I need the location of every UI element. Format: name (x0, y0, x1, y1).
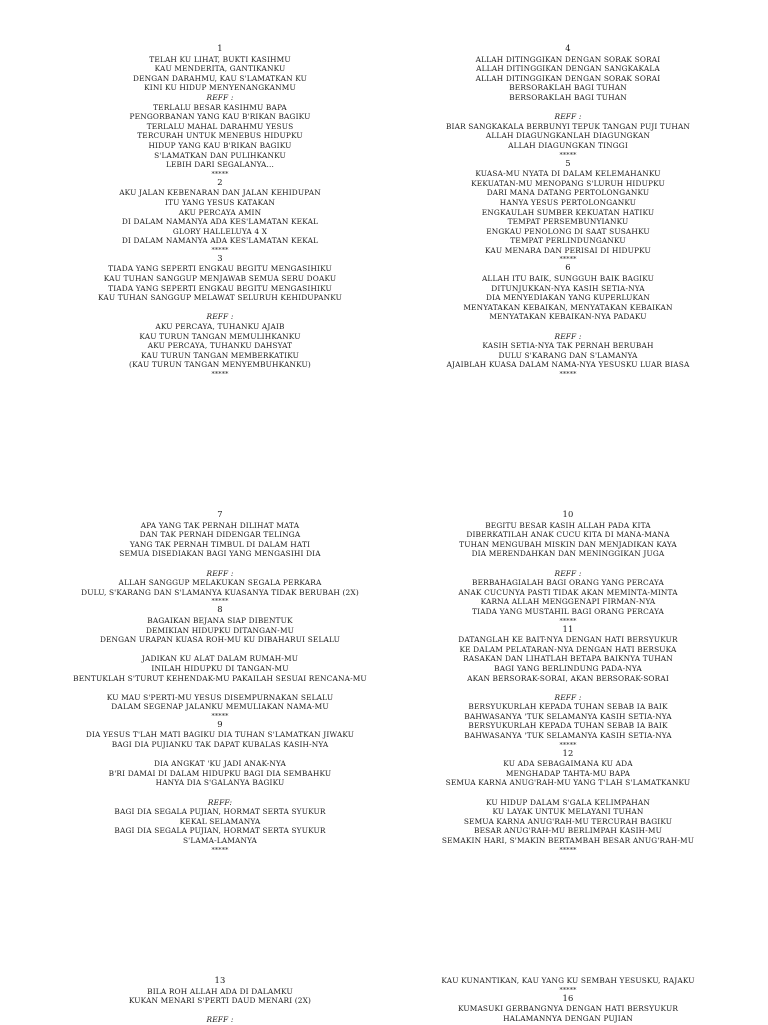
lyric-line: BIAR SANGKAKALA BERBUNYI TEPUK TANGAN PUJI TUHAN (445, 121, 691, 131)
song-number: 16 (562, 992, 574, 1003)
lyrics-column-top-right (418, 44, 718, 378)
song-number: 4 (565, 43, 571, 53)
lyric-line: ALLAH DIAGUNGKANLAH DIAGUNGKAN (485, 131, 651, 141)
lyric-line: BERSYUKURLAH KEPADA TUHAN SEBAB IA BAIK (468, 702, 668, 712)
lyric-line: SEMAKIN HARI, S'MAKIN BERTAMBAH BESAR ANUG'RAH-MU (441, 836, 695, 845)
lyric-line: KU MAU S'PERTI-MU YESUS DISEMPURNAKAN SELALU (106, 692, 334, 702)
lyric-line: MENYATAKAN KEBAIKAN, MENYATAKAN KEBAIKAN (463, 302, 673, 312)
song-number: 11 (562, 623, 574, 634)
verse-block (70, 759, 370, 797)
reff-label: REFF : (206, 312, 234, 322)
song-block (418, 263, 718, 331)
song-number: 8 (217, 604, 223, 615)
lyric-line: BERSYUKURLAH KEPADA TUHAN SEBAB IA BAIK (468, 721, 668, 731)
verse-block (418, 976, 718, 994)
lyric-line: DATANGLAH KE BAIT-NYA DENGAN HATI BERSYUKUR (458, 635, 678, 645)
lyric-line: BAGI DIA PUJIANKU TAK DAPAT KUBALAS KASIH-NYA (111, 740, 329, 750)
stanza-gap (70, 750, 370, 760)
lyric-line: ANAK CUCUNYA PASTI TIDAK AKAN MEMINTA-MINTA (458, 587, 678, 597)
lyric-line: KEKUATAN-MU MENOPANG S'LURUH HIDUPKU (471, 178, 665, 188)
chorus-block (70, 93, 370, 178)
lyric-line: ALLAH ITU BAIK, SUNGGUH BAIK BAGIKU (481, 274, 655, 284)
lyric-line: ENGKAU PENOLONG DI SAAT SUSAHKU (486, 226, 650, 236)
song-block (418, 749, 718, 798)
song-number: 10 (562, 509, 574, 519)
lyric-line: SEMUA DISEDIAKAN BAGI YANG MENGASIHI DIA (119, 549, 321, 559)
stanza-gap (418, 683, 718, 693)
song-number: 5 (565, 157, 571, 168)
song-block (418, 159, 718, 264)
lyric-line: DULU S'KARANG DAN S'LAMANYA (498, 350, 638, 360)
lyric-line: KAU TURUN TANGAN MEMBERKATIKU (140, 350, 300, 360)
separator-stars: ***** (211, 597, 229, 606)
song-number: 13 (214, 975, 226, 985)
song-number: 3 (217, 252, 223, 263)
lyric-line: BEGITU BESAR KASIH ALLAH PADA KITA (485, 520, 651, 530)
song-block (418, 994, 718, 1024)
lyric-line: RASAKAN DAN LIHATLAH BETAPA BAIKNYA TUHAN (463, 654, 673, 664)
reff-label: REFF : (206, 1015, 234, 1025)
song-block (70, 510, 370, 569)
reff-label: REFF : (554, 692, 582, 702)
lyric-line: HANYA DIA S'GALANYA BAGIKU (155, 778, 285, 788)
lyric-line: TUHAN MENGUBAH MISKIN DAN MENJADIKAN KAYA (459, 539, 677, 549)
song-block (70, 720, 370, 759)
verse-block (70, 654, 370, 692)
lyric-line: KASIH SETIA-NYA TAK PERNAH BERUBAH (482, 341, 654, 351)
lyric-line: KAU MENARA DAN PERISAI DI HIDUPKU (485, 245, 651, 255)
separator-stars: ***** (211, 169, 229, 178)
lyric-line: DIA MERENDAHKAN DAN MENINGGIKAN JUGA (471, 549, 665, 559)
lyric-line: GLORY HALLELUYA 4 X (172, 226, 268, 236)
song-number: 9 (217, 718, 223, 729)
lyrics-column-top-left (70, 44, 370, 378)
lyric-line: ALLAH DITINGGIKAN DENGAN SORAK SORAI (475, 73, 661, 83)
lyric-line: KUMASUKI GERBANGNYA DENGAN HATI BERSYUKUR (457, 1004, 679, 1014)
lyric-line: HANYA YESUS PERTOLONGANKU (499, 197, 637, 207)
reff-label: REFF : (554, 568, 582, 578)
lyric-line: BERSORAKLAH BAGI TUHAN (509, 83, 627, 93)
lyric-line: BILA ROH ALLAH ADA DI DALAMKU (147, 986, 293, 996)
chorus-block (418, 569, 718, 625)
lyric-line: HALAMANNYA DENGAN PUJIAN (503, 1013, 633, 1023)
lyric-line: ALLAH DITINGGIKAN DENGAN SORAK SORAI (475, 54, 661, 64)
lyric-line: TEMPAT PERLINDUNGANKU (510, 236, 626, 246)
chorus-block (418, 693, 718, 749)
separator-stars: ***** (211, 711, 229, 720)
chorus-block (70, 798, 370, 854)
lyric-line: YANG TAK PERNAH TIMBUL DI DALAM HATI (129, 539, 311, 549)
lyric-line: KAU KUNANTIKAN, KAU YANG KU SEMBAH YESUSKU, RAJAKU (441, 976, 695, 985)
lyric-line: TIADA YANG SEPERTI ENGKAU BEGITU MENGASIHIKU (108, 283, 332, 293)
chorus-block (70, 569, 370, 606)
lyric-line: KAU TUHAN SANGGUP MELAWAT SELURUH KEHIDUPANKU (97, 293, 342, 303)
song-block (70, 254, 370, 313)
lyric-line: DENGAN DARAHMU, KAU S'LAMATKAN KU (133, 73, 307, 83)
lyric-line: KUKAN MENARI S'PERTI DAUD MENARI (2X) (128, 996, 312, 1006)
lyric-line: B'RI DAMAI DI DALAM HIDUPKU BAGI DIA SEMBAHKU (108, 768, 332, 778)
separator-stars: ***** (559, 616, 577, 625)
stanza-gap (70, 788, 370, 798)
chorus-block (70, 312, 370, 378)
reff-label: REFF: (207, 797, 233, 807)
lyric-line: TERLALU MAHAL DARAHMU YESUS (146, 121, 294, 131)
lyric-line: KARNA ALLAH MENGGENAPI FIRMAN-NYA (480, 597, 656, 607)
stanza-gap (70, 683, 370, 693)
lyric-line: SEMUA KARNA ANUG'RAH-MU TERCURAH BAGIKU (463, 816, 673, 826)
lyric-line: S'LAMA-LAMANYA (182, 836, 258, 845)
reff-label: REFF : (206, 568, 234, 578)
lyric-line: TERLALU BESAR KASIHMU BAPA (153, 102, 287, 112)
lyric-line: TIADA YANG MUSTAHIL BAGI ORANG PERCAYA (471, 606, 665, 616)
lyric-line: DIA MENYEDIAKAN YANG KUPERLUKAN (486, 293, 650, 303)
lyric-line: APA YANG TAK PERNAH DILIHAT MATA (140, 520, 300, 530)
verse-block (418, 798, 718, 854)
lyric-line: KU ADA SEBAGAIMANA KU ADA (503, 759, 633, 769)
verse-block (70, 693, 370, 720)
stanza-gap (70, 1006, 370, 1016)
stanza-gap (418, 788, 718, 798)
separator-stars: ***** (211, 370, 229, 378)
lyrics-column-bottom-left (70, 976, 370, 1025)
lyric-line: LEBIH DARI SEGALANYA... (165, 160, 275, 170)
separator-stars: ***** (559, 255, 577, 264)
lyric-line: ALLAH SANGGUP MELAKUKAN SEGALA PERKARA (118, 578, 322, 588)
lyric-line: MENYATAKAN KEBAIKAN-NYA PADAKU (489, 312, 647, 322)
lyric-line: TEMPAT PERSEMBUNYIANKU (507, 217, 629, 227)
chorus-block (418, 112, 718, 158)
separator-stars: ***** (211, 245, 229, 254)
stanza-gap (418, 103, 718, 113)
lyric-line: INILAH HIDUPKU DI TANGAN-MU (151, 663, 289, 673)
song-number: 7 (217, 509, 223, 519)
lyric-line: DALAM SEGENAP JALANKU MEMULIAKAN NAMA-MU (111, 702, 329, 712)
lyric-line: DAN TAK PERNAH DIDENGAR TELINGA (139, 530, 301, 540)
reff-label: REFF : (554, 331, 582, 341)
lyric-line: DIA ANGKAT 'KU JADI ANAK-NYA (154, 759, 286, 769)
lyric-line: TIADA YANG SEPERTI ENGKAU BEGITU MENGASIHIKU (108, 264, 332, 274)
lyric-line: BESAR ANUG'RAH-MU BERLIMPAH KASIH-MU (474, 826, 662, 836)
separator-stars: ***** (559, 150, 577, 159)
lyric-line: JADIKAN KU ALAT DALAM RUMAH-MU (141, 654, 299, 664)
lyric-line: BAGI DIA SEGALA PUJIAN, HORMAT SERTA SYUKUR (114, 807, 326, 817)
lyric-line: KE DALAM PELATARAN-NYA DENGAN HATI BERSUKA (459, 644, 677, 654)
lyric-line: KAU TURUN TANGAN MEMULIHKANKU (139, 331, 301, 341)
lyric-line: TERCURAH UNTUK MENEBUS HIDUPKU (137, 131, 303, 141)
lyric-line: DIA YESUS T'LAH MATI BAGIKU DIA TUHAN S'LAMATKAN JIWAKU (85, 730, 355, 740)
reff-label: REFF : (206, 92, 234, 102)
lyric-line: (KAU TURUN TANGAN MENYEMBUHKANKU) (129, 360, 311, 370)
lyrics-column-middle-left (70, 510, 370, 854)
lyric-line: HIDUP YANG KAU B'RIKAN BAGIKU (148, 140, 292, 150)
lyric-line: KUASA-MU NYATA DI DALAM KELEMAHANKU (475, 169, 661, 179)
song-block (70, 178, 370, 254)
lyric-line: DARI MANA DATANG PERTOLONGANKU (486, 188, 650, 198)
song-number: 6 (565, 262, 571, 273)
lyric-line: ALLAH DITINGGIKAN DENGAN SANGKAKALA (476, 64, 660, 74)
lyric-line: BAHWASANYA 'TUK SELAMANYA KASIH SETIA-NYA (464, 731, 672, 741)
lyric-line: DI DALAM NAMANYA ADA KES'LAMATAN KEKAL (121, 236, 319, 246)
lyric-line: DULU, S'KARANG DAN S'LAMANYA KUASANYA TIDAK BERUBAH (2X) (81, 587, 359, 597)
lyric-line: KU LAYAK UNTUK MELAYANI TUHAN (492, 807, 644, 817)
lyric-line: KEKAL SELAMANYA (179, 816, 261, 826)
lyric-line: KAU TUHAN SANGGUP MENJAWAB SEMUA SERU DOAKU (103, 274, 337, 284)
song-block (418, 625, 718, 693)
lyric-line: ALLAH DIAGUNGKAN TINGGI (508, 140, 628, 150)
lyric-line: AKU PERCAYA, TUHANKU DAHSYAT (147, 341, 293, 351)
lyrics-column-middle-right (418, 510, 718, 854)
stanza-gap (70, 559, 370, 569)
lyric-line: AKU PERCAYA AMIN (178, 207, 262, 217)
chorus-block (418, 332, 718, 378)
stanza-gap (418, 322, 718, 332)
lyric-line: AKU JALAN KEBENARAN DAN JALAN KEHIDUPAN (119, 188, 321, 198)
stanza-gap (418, 559, 718, 569)
lyric-line: KU HIDUP DALAM S'GALA KELIMPAHAN (485, 797, 651, 807)
separator-stars: ***** (211, 845, 229, 854)
lyric-line: PENGORBANAN YANG KAU B'RIKAN BAGIKU (129, 112, 311, 122)
lyric-line: BAHWASANYA 'TUK SELAMANYA KASIH SETIA-NYA (464, 711, 672, 721)
lyric-line: AJAIBLAH KUASA DALAM NAMA-NYA YESUSKU LUAR BIASA (446, 360, 690, 370)
song-block (418, 510, 718, 569)
lyric-line: TELAH KU LIHAT, BUKTI KASIHMU (149, 54, 291, 64)
lyric-line: SEMUA KARNA ANUG'RAH-MU YANG T'LAH S'LAMATKANKU (445, 778, 691, 788)
separator-stars: ***** (559, 740, 577, 749)
lyric-line: BERSORAKLAH BAGI TUHAN (509, 92, 627, 102)
lyric-line: BAGI DIA SEGALA PUJIAN, HORMAT SERTA SYUKUR (114, 826, 326, 836)
lyric-line: KINI KU HIDUP MENYENANGKANMU (144, 83, 296, 93)
lyric-line: S'LAMATKAN DAN PULIHKANKU (154, 150, 286, 160)
lyric-line: ENGKAULAH SUMBER KEKUATAN HATIKU (481, 207, 655, 217)
song-number: 1 (217, 43, 223, 53)
lyrics-column-bottom-right (418, 976, 718, 1023)
lyric-line: ITU YANG YESUS KATAKAN (164, 197, 276, 207)
lyric-line: AKU PERCAYA, TUHANKU AJAIB (155, 322, 285, 332)
separator-stars: ***** (559, 370, 577, 378)
lyric-line: DIBERKATILAH ANAK CUCU KITA DI MANA-MANA (466, 530, 670, 540)
stanza-gap (70, 303, 370, 313)
lyric-line: BERBAHAGIALAH BAGI ORANG YANG PERCAYA (472, 578, 664, 588)
lyric-line: DEMIKIAN HIDUPKU DITANGAN-MU (145, 625, 295, 635)
lyric-line: BENTUKLAH S'TURUT KEHENDAK-MU PAKAILAH SESUAI RENCANA-MU (73, 673, 367, 683)
separator-stars: ***** (559, 845, 577, 854)
lyric-line: DITUNJUKKAN-NYA KASIH SETIA-NYA (491, 283, 645, 293)
lyric-line: AKAN BERSORAK-SORAI, AKAN BERSORAK-SORAI (467, 673, 669, 683)
song-block (70, 605, 370, 654)
separator-stars: ***** (559, 985, 577, 994)
song-number: 2 (217, 176, 223, 187)
lyric-line: DI DALAM NAMANYA ADA KES'LAMATAN KEKAL (121, 217, 319, 227)
lyric-line: MENGHADAP TAHTA-MU BAPA (505, 768, 631, 778)
song-number: 12 (562, 747, 574, 758)
lyric-line: DENGAN URAPAN KUASA ROH-MU KU DIBAHARUI SELALU (99, 635, 341, 645)
reff-label: REFF : (554, 112, 582, 122)
lyric-line: BAGAIKAN BEJANA SIAP DIBENTUK (147, 615, 293, 625)
stanza-gap (70, 645, 370, 655)
lyric-line: BAGI YANG BERLINDUNG PADA-NYA (494, 663, 642, 673)
song-block (70, 44, 370, 93)
song-block (70, 976, 370, 1015)
song-block (418, 44, 718, 112)
lyric-line: KAU MENDERITA, GANTIKANKU (154, 64, 286, 74)
